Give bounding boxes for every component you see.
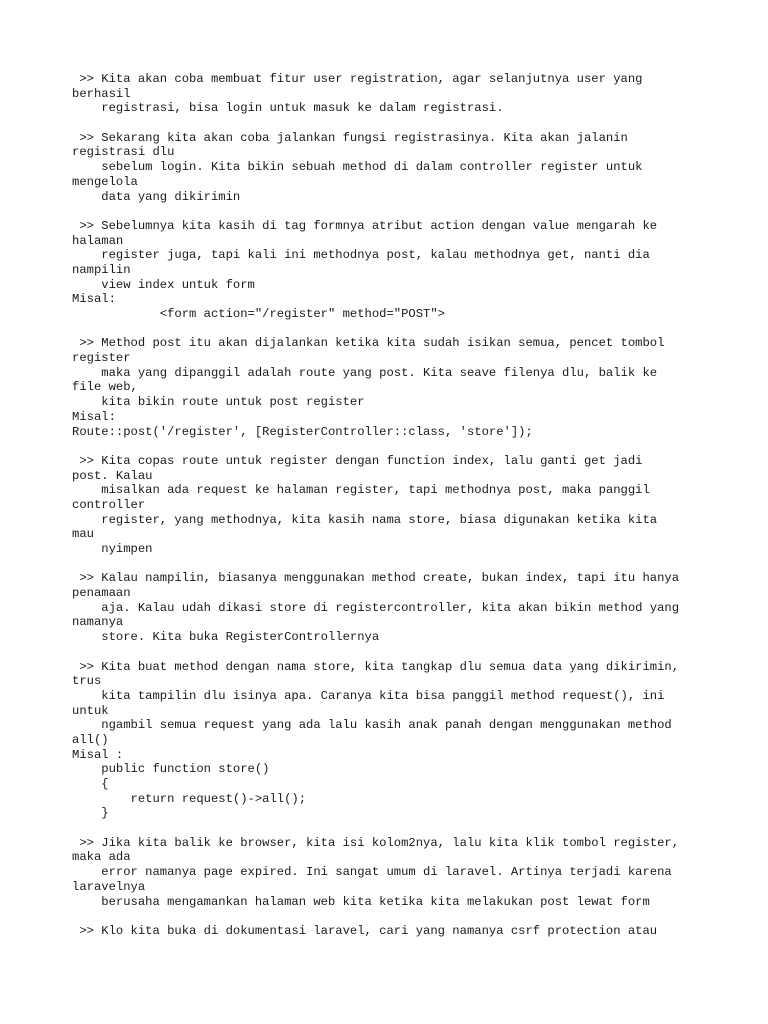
text-line: kita bikin route untuk post register bbox=[72, 395, 365, 410]
text-line: register bbox=[72, 351, 131, 366]
text-line: >> Kita buat method dengan nama store, kita tangkap dlu semua data yang dikirimin, bbox=[72, 659, 680, 674]
blank-line bbox=[72, 116, 712, 131]
blank-line bbox=[72, 557, 712, 572]
text-line: >> Kita akan coba membuat fitur user registration, agar selanjutnya user yang bbox=[72, 72, 643, 86]
text-line: halaman bbox=[72, 233, 124, 248]
text-line: register juga, tapi kali ini methodnya post, kalau methodnya get, nanti dia bbox=[72, 248, 650, 263]
text-line: untuk bbox=[72, 703, 109, 718]
text-line: laravelnya bbox=[72, 879, 146, 894]
text-line: view index untuk form bbox=[72, 277, 255, 292]
text-line: >> Sebelumnya kita kasih di tag formnya atribut action dengan value mengarah ke bbox=[72, 218, 658, 233]
text-line: <form action="/register" method="POST"> bbox=[72, 307, 445, 321]
text-line: Misal : bbox=[72, 747, 124, 762]
text-line: store. Kita buka RegisterControllernya bbox=[72, 630, 380, 645]
text-line: trus bbox=[72, 674, 102, 689]
text-line: Misal: bbox=[72, 292, 116, 307]
blank-line bbox=[72, 909, 712, 924]
text-line: Route::post('/register', [RegisterController::class, 'store']); bbox=[72, 424, 533, 439]
text-line: >> Kita copas route untuk register dengan function index, lalu ganti get jadi bbox=[72, 453, 643, 468]
blank-line bbox=[72, 439, 712, 454]
text-line: penamaan bbox=[72, 586, 131, 601]
text-line: >> Method post itu akan dijalankan ketika kita sudah isikan semua, pencet tombol bbox=[72, 336, 665, 351]
text-line: sebelum login. Kita bikin sebuah method di dalam controller register untuk bbox=[72, 160, 643, 175]
text-line: { bbox=[72, 777, 109, 791]
blank-line bbox=[72, 322, 712, 337]
text-line: misalkan ada request ke halaman register, tapi methodnya post, maka panggil bbox=[72, 483, 650, 498]
text-line: >> Sekarang kita akan coba jalankan fungsi registrasinya. Kita akan jalanin bbox=[72, 130, 628, 145]
text-line: nyimpen bbox=[72, 542, 153, 556]
text-line: maka yang dipanggil adalah route yang post. Kita seave filenya dlu, balik ke bbox=[72, 365, 658, 380]
blank-line bbox=[72, 821, 712, 836]
text-line: controller bbox=[72, 497, 146, 512]
text-line: public function store() bbox=[72, 762, 270, 777]
text-line: registrasi dlu bbox=[72, 145, 175, 160]
document-page bbox=[72, 72, 712, 939]
text-line: post. Kalau bbox=[72, 468, 153, 483]
text-line: register, yang methodnya, kita kasih nama store, biasa digunakan ketika kita bbox=[72, 512, 658, 527]
text-line: ngambil semua request yang ada lalu kasih anak panah dengan menggunakan method bbox=[72, 718, 672, 733]
text-line: maka ada bbox=[72, 850, 131, 865]
text-line: file web, bbox=[72, 380, 138, 395]
text-line: error namanya page expired. Ini sangat umum di laravel. Artinya terjadi karena bbox=[72, 865, 672, 880]
text-line: return request()->all(); bbox=[72, 791, 307, 806]
text-line: registrasi, bisa login untuk masuk ke dalam registrasi. bbox=[72, 101, 504, 116]
text-line: berhasil bbox=[72, 86, 131, 101]
text-line: >> Jika kita balik ke browser, kita isi kolom2nya, lalu kita klik tombol register, bbox=[72, 835, 680, 850]
text-line: } bbox=[72, 806, 109, 821]
text-line: Misal: bbox=[72, 409, 116, 424]
text-line: mau bbox=[72, 527, 94, 542]
text-line: >> Klo kita buka di dokumentasi laravel, cari yang namanya csrf protection atau bbox=[72, 923, 658, 938]
blank-line bbox=[72, 645, 712, 660]
text-line: kita tampilin dlu isinya apa. Caranya kita bisa panggil method request(), ini bbox=[72, 688, 665, 703]
text-line: mengelola bbox=[72, 174, 138, 189]
text-line: berusaha mengamankan halaman web kita ketika kita melakukan post lewat form bbox=[72, 894, 650, 909]
text-line: aja. Kalau udah dikasi store di registercontroller, kita akan bikin method yang bbox=[72, 600, 680, 615]
text-line: data yang dikirimin bbox=[72, 189, 241, 204]
text-line: namanya bbox=[72, 615, 124, 630]
text-line: all() bbox=[72, 732, 109, 747]
blank-line bbox=[72, 204, 712, 219]
text-line: >> Kalau nampilin, biasanya menggunakan method create, bukan index, tapi itu hanya bbox=[72, 571, 680, 586]
text-line: nampilin bbox=[72, 262, 131, 277]
